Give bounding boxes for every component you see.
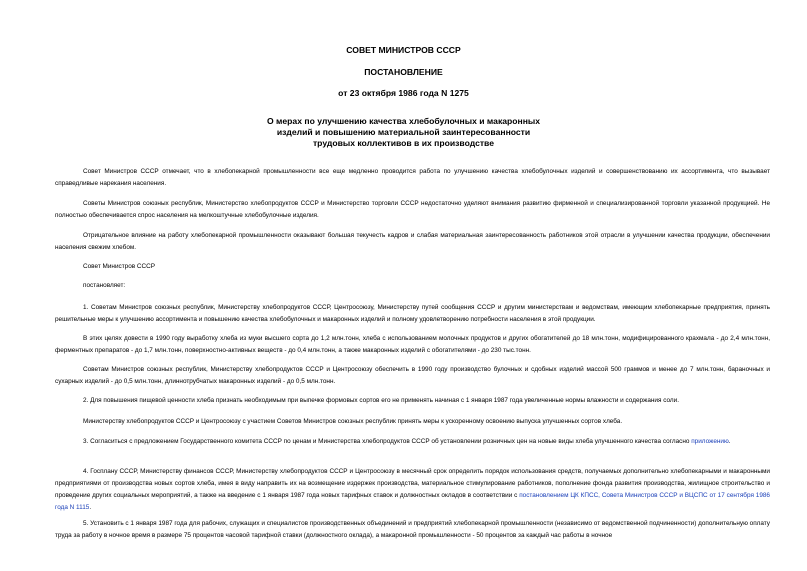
paragraph-item-1: 1. Советам Министров союзных республик, Министерству хлебопродуктов СССР, Центросоюзу, Министерству путей сообщения СССР и другим министерствам и ведомствам, имеющим хлебопекарные предприятия, принять решительные меры к улучшению ассортимента и повышению качества хлебобулочных и макаронных изделий и полному удовлетворению потребности населения в этой продукции.: [55, 304, 770, 323]
council-heading: СОВЕТ МИНИСТРОВ СССР: [346, 45, 461, 55]
paragraph-item-5: 5. Установить с 1 января 1987 года для рабочих, служащих и специалистов производственных объединений и предприятий хлебопекарной промышленности (независимо от ведомственной подчиненности) дополнительную оплату труда за работу в ночное время в размере 75 процентов часовой тарифной ставки (должностного оклада), а макаронной промышленности - 50 процентов за каждый час работы в ночное: [55, 520, 770, 539]
title-line-3: трудовых коллективов в их производстве: [312, 138, 495, 148]
paragraph-item-4: [55, 466, 770, 514]
item-3-end: .: [728, 438, 731, 445]
paragraph-item-2: 2. Для повышения пищевой ценности хлеба признать необходимым при выпечке формовых сортов его не применять начиная с 1 января 1987 года увеличенные нормы влажности и содержания соли.: [83, 397, 679, 404]
title-line-2: изделий и повышению материальной заинтересованности: [276, 127, 531, 137]
paragraph-intro-2: Советы Министров союзных республик, Министерство хлебопродуктов СССР и Министерство торговли СССР недостаточно уделяют внимания развитию фирменной и специализированной торговли указанной продукцией. Не полностью обеспечивается спрос населения на мелкоштучные хлебобулочные изделия.: [55, 200, 770, 219]
paragraph-intro-1: Совет Министров СССР отмечает, что в хлебопекарной промышленности все еще медленно проводится работа по улучшению качества хлебобулочных изделий и совершенствованию их ассортимента, что вызывает справедливые нарекания населения.: [55, 168, 770, 187]
appendix-link[interactable]: приложению: [691, 438, 729, 445]
paragraph-item-2-measures: Министерству хлебопродуктов СССР и Центросоюзу с участием Советов Министров союзных республик принять меры к ускоренному освоению выпуска улучшенных сортов хлеба.: [83, 418, 623, 425]
resolution-1115-link[interactable]: постановлением ЦК КПСС, Совета Министров СССР и ВЦСПС от 17 сентября 1986 года N 1115: [55, 492, 770, 511]
item-4-text: 4. Госплану СССР, Министерству финансов СССР, Министерству хлебопродуктов СССР и Центросоюзу в месячный срок определить порядок использования средств, получаемых дополнительно хлебопекарными и макаронными предприятиями от производства новых сортов хлеба, имея в виду направить их на возмещение издержек производства, материальное стимулирование работников, пополнение фонда развития производства, жилищное строительство и проведение других социальных мероприятий, а также на введение с 1 января 1987 года новых тарифных ставок и должностных окладов в соответствии с: [55, 468, 770, 499]
paragraph-resolves: постановляет:: [83, 282, 126, 289]
date-number-heading: от 23 октября 1986 года N 1275: [338, 88, 469, 98]
paragraph-item-3: [55, 436, 770, 448]
item-4-end: .: [89, 504, 92, 511]
doc-type-heading: ПОСТАНОВЛЕНИЕ: [364, 67, 443, 77]
title-line-1: О мерах по улучшению качества хлебобулочных и макаронных: [266, 116, 541, 126]
document-title: [0, 116, 807, 149]
paragraph-item-1-targets: В этих целях довести в 1990 году выработку хлеба из муки высшего сорта до 1,2 млн.тонн, хлеба с использованием молочных продуктов и других обогатителей до 18 млн.тонн, модифицированного крахмала - до 2,4 млн.тонн, ферментных препаратов - до 1,7 млн.тонн, поверхностно-активных веществ - до 0,4 млн.тонн, а также макаронных изделий с обогатителями - до 230 тыс.тонн.: [55, 335, 770, 354]
paragraph-item-1-production: Советам Министров союзных республик, Министерству хлебопродуктов СССР и Центросоюзу обеспечить в 1990 году производство булочных и сдобных изделий массой 500 граммов и менее до 7 млн.тонн, бараночных и сухарных изделий - до 0,5 млн.тонн, длиннотрубчатых макаронных изделий - до 0,5 млн.тонн.: [55, 366, 770, 385]
paragraph-council: Совет Министров СССР: [83, 263, 156, 270]
paragraph-intro-3: Отрицательное влияние на работу хлебопекарной промышленности оказывают большая текучесть кадров и слабая материальная заинтересованность работников этой отрасли в улучшении качества продукции, обеспечении населения свежим хлебом.: [55, 232, 770, 251]
item-3-text: 3. Согласиться с предложением Государственного комитета СССР по ценам и Министерства хлебопродуктов СССР об установлении розничных цен на новые виды хлеба улучшенного качества согласно: [83, 438, 690, 445]
